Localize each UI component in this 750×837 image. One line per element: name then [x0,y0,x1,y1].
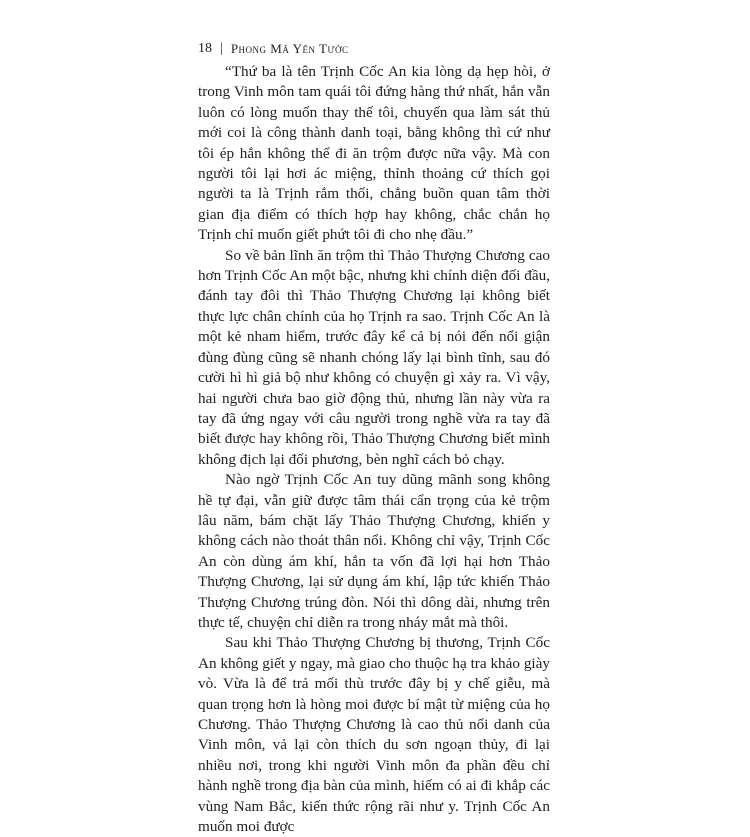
paragraph: So về bản lĩnh ăn trộm thì Thảo Thượng Chương cao hơn Trịnh Cốc An một bậc, nhưng khi chính diện đối đầu, đánh tay đôi thì Thảo Thượng Chương lại không biết thực lực chân chính của họ Trịnh ra sao. Trịnh Cốc An là một kẻ nham hiểm, trước đây kể cả bị nói đến nổi giận đùng đùng cũng sẽ nhanh chóng lấy lại bình tĩnh, sau đó cười hì hì giả bộ như không có chuyện gì xảy ra. Vì vậy, hai người chưa bao giờ động thủ, nhưng lần này vừa ra tay đã ứng ngay với câu người trong nghề vừa ra tay đã biết được hay không rồi, Thảo Thượng Chương biết mình không địch lại đối phương, bèn nghĩ cách bỏ chạy. [198,246,550,468]
book-title: Phong Mã Yến Tước [230,41,349,56]
page-number: 18 [198,41,212,56]
paragraph: Nào ngờ Trịnh Cốc An tuy dũng mãnh song không hề tự đại, vẫn giữ được tâm thái cẩn trọng của kẻ trộm lâu năm, bám chặt lấy Thảo Thượng Chương, khiến y không cách nào thoát thân nổi. Không chỉ vậy, Trịnh Cốc An còn dùng ám khí, hắn ta vốn đã lợi hại hơn Thảo Thượng Chương, lại sử dụng ám khí, lập tức khiến Thảo Thượng Chương trúng đòn. Nói thì dông dài, nhưng trên thực tế, chuyện chỉ diễn ra trong nháy mắt mà thôi. [198,471,550,631]
page-body [198,62,550,837]
page-header [198,38,348,60]
paragraph: Sau khi Thảo Thượng Chương bị thương, Trịnh Cốc An không giết y ngay, mà giao cho thuộc hạ tra khảo giày vò. Vừa là để trả mối thù trước đây bị y chế giễu, mà quan trọng hơn là hòng moi được bí mật từ miệng của họ Chương. Thảo Thượng Chương là cao thủ nổi danh của Vinh môn, vả lại còn thích du sơn ngoạn thủy, đi lại nhiều nơi, trong khi người Vinh môn đa phần đều chỉ hành nghề trong địa bàn của mình, hiếm có ai đi khắp các vùng Nam Bắc, kiến thức rộng rãi như y. Trịnh Cốc An muốn moi được [198,634,550,836]
header-separator: | [220,41,223,56]
paragraph: “Thứ ba là tên Trịnh Cốc An kia lòng dạ hẹp hòi, ở trong Vinh môn tam quái tôi đứng hàng thứ nhất, hắn vẫn luôn có lòng muốn thay thế tôi, chuyến qua làm sát thủ mới coi là công thành danh toại, bằng không thì cứ như tôi ép hắn không thể đi ăn trộm được nữa vậy. Mà con người tôi lại hơi ác miệng, thỉnh thoảng cứ thích gọi người ta là Trịnh rắm thối, chẳng buồn quan tâm thời gian địa điểm có thích hợp hay không, chắc chắn họ Trịnh chỉ muốn giết phứt tôi đi cho nhẹ đầu.” [198,63,550,244]
